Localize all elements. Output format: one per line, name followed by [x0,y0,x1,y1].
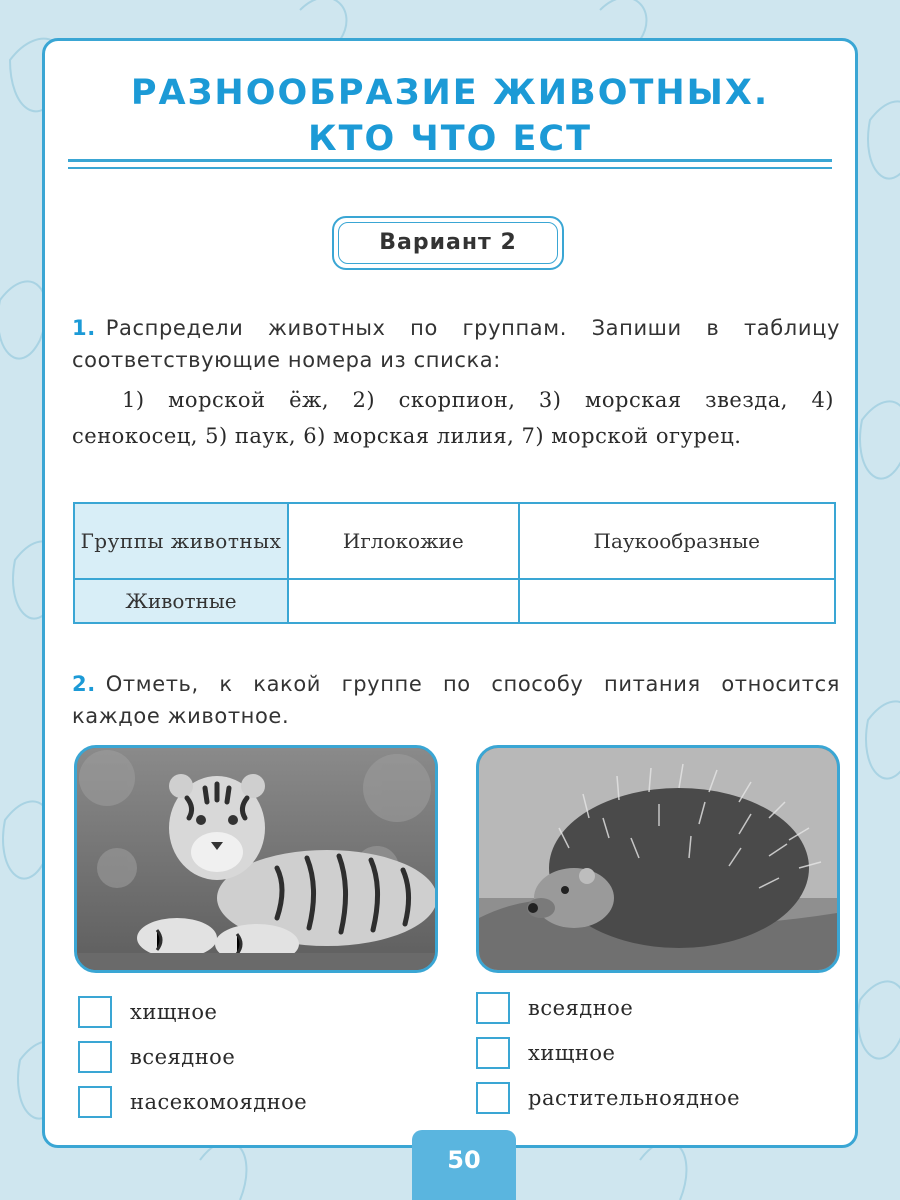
task1-instruction [72,312,840,376]
tiger-photo [74,745,438,973]
variant-label: Вариант 2 [379,230,517,255]
checkbox-left-3[interactable] [78,1086,112,1118]
page-number: 50 [447,1146,481,1174]
tiger-illustration [77,748,435,970]
title-divider [68,159,832,162]
right-option-2-label: хищное [528,1041,616,1065]
task2-text: Отметь, к какой группе по способу питания относится каждое животное. [72,672,840,728]
column-header-echinoderms: Иглокожие [288,503,519,579]
page-title-line1: РАЗНООБРАЗИЕ ЖИВОТНЫХ. [130,73,770,113]
task2-number: 2. [72,672,96,696]
page-title [0,70,900,162]
task1-text: Распредели животных по группам. Запиши в таблицу соответствующие номера из списка: [72,316,840,372]
animal-list: 1) морской ёж, 2) скорпион, 3) морская звезда, 4) сенокосец, 5) паук, 6) морская лилия, 7) морской огурец. [72,388,834,448]
hedgehog-photo [476,745,840,973]
right-option-1-label: всеядное [528,996,634,1020]
answer-cell-echinoderms[interactable] [288,579,519,623]
hedgehog-illustration [479,748,837,970]
answer-cell-arachnids[interactable] [519,579,835,623]
task2-instruction [72,668,840,732]
left-option-3-label: насекомоядное [130,1090,308,1114]
task1-number: 1. [72,316,96,340]
page-title-line2: КТО ЧТО ЕСТ [308,119,592,159]
title-divider-thin [68,167,832,169]
checkbox-left-2[interactable] [78,1041,112,1073]
page-number-tab [412,1130,516,1200]
column-header-arachnids: Паукообразные [519,503,835,579]
groups-table [73,502,836,624]
checkbox-right-1[interactable] [476,992,510,1024]
table-corner-header: Группы животных [74,503,288,579]
checkbox-right-2[interactable] [476,1037,510,1069]
right-option-3-label: растительноядное [528,1086,741,1110]
checkbox-left-1[interactable] [78,996,112,1028]
variant-badge [332,216,564,270]
checkbox-right-3[interactable] [476,1082,510,1114]
left-option-1-label: хищное [130,1000,218,1024]
row-header-animals: Животные [74,579,288,623]
left-option-2-label: всеядное [130,1045,236,1069]
